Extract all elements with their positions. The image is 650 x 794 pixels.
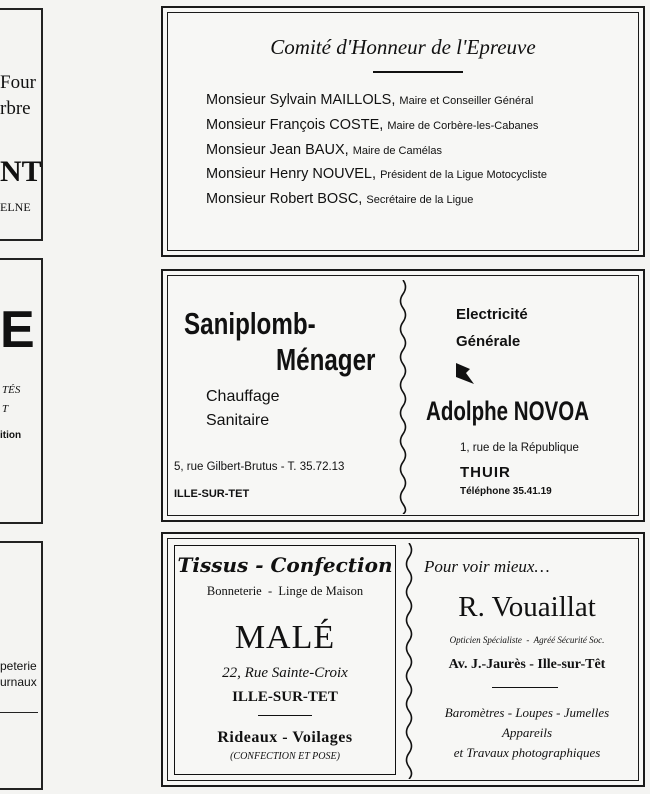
left-ad-3-text-b: urnaux (0, 675, 37, 689)
saniplomb-service-1: Chauffage (206, 388, 280, 405)
left-ad-2-text-d: ition (0, 430, 22, 441)
vouaillat-products-3: et Travaux photographiques (453, 745, 601, 760)
member-name: Monsieur Sylvain MAILLOLS, (206, 92, 396, 108)
novoa-address: 1, rue de la République (460, 442, 579, 454)
vouaillat-products-1: Baromètres - Loupes - Jumelles (444, 705, 610, 720)
member-role: Maire de Corbère-les-Cabanes (387, 120, 539, 132)
novoa-city: THUIR (460, 464, 511, 481)
left-ad-2-text-c: T (2, 403, 9, 415)
left-ad-1-text-d: ELNE (0, 200, 31, 214)
member-role: Maire et Conseiller Général (399, 95, 534, 107)
member-name: Monsieur Robert BOSC, (206, 191, 363, 207)
ad-box-middle-inner (167, 275, 639, 516)
member-role: Secrétaire de la Ligue (366, 194, 474, 206)
committee-title: Comité d'Honneur de l'Epreuve (270, 35, 536, 59)
male-product: Rideaux - Voilages (217, 729, 353, 746)
left-ad-1-text-a: Four (0, 72, 36, 93)
member-name: Monsieur Jean BAUX, (206, 142, 349, 158)
ad-box-bottom-inner (167, 538, 639, 781)
committee-member (206, 142, 442, 158)
committee-title-rule (373, 71, 463, 73)
member-name: Monsieur Henry NOUVEL, (206, 166, 377, 182)
vouaillat-name: R. Vouaillat (458, 591, 596, 623)
saniplomb-service-2: Sanitaire (206, 412, 270, 429)
left-ad-1-text-c: NT (0, 155, 42, 188)
committee-member (206, 166, 547, 182)
saniplomb-name-1: Saniplomb- (184, 306, 316, 341)
male-address: 22, Rue Sainte-Croix (222, 665, 348, 681)
member-name: Monsieur François COSTE, (206, 117, 384, 133)
male-heading: Tissus - Confection (177, 553, 393, 577)
left-ad-3-text-a: peterie (0, 659, 37, 673)
wavy-divider (402, 543, 416, 779)
committee-member (206, 117, 538, 133)
vouaillat-products-2: Appareils (501, 725, 553, 740)
left-ad-1-text-b: rbre (0, 98, 31, 119)
vouaillat-title: Opticien Spécialiste - Agréé Sécurité Soc. (449, 635, 605, 645)
male-rule (258, 715, 312, 716)
novoa-line-1: Electricité (456, 306, 528, 323)
left-ad-2-text-b: TÉS (2, 384, 21, 396)
male-subheading: Bonneterie - Linge de Maison (206, 584, 364, 598)
left-ad-3-rule (0, 712, 38, 713)
lightning-logo (456, 363, 476, 385)
saniplomb-name-2: Ménager (276, 342, 376, 377)
committee-inner-border (167, 12, 639, 251)
saniplomb-city: ILLE-SUR-TET (174, 488, 250, 500)
committee-member (206, 92, 533, 108)
vouaillat-rule (492, 687, 558, 688)
male-product-note: (CONFECTION ET POSE) (230, 751, 340, 762)
committee-box (161, 6, 645, 257)
left-ad-2-text-a: E (0, 301, 35, 359)
novoa-line-2: Générale (456, 333, 521, 350)
member-role: Président de la Ligue Motocycliste (380, 169, 547, 181)
novoa-phone: Téléphone 35.41.19 (460, 486, 552, 497)
saniplomb-address: 5, rue Gilbert-Brutus - T. 35.72.13 (174, 461, 345, 473)
committee-member (206, 191, 473, 207)
wavy-divider (396, 280, 410, 514)
ad-box-bottom (161, 532, 645, 787)
male-city: ILLE-SUR-TET (232, 689, 338, 705)
male-name: MALÉ (234, 619, 336, 656)
member-role: Maire de Camélas (352, 145, 442, 157)
vouaillat-address: Av. J.-Jaurès - Ille-sur-Têt (448, 657, 606, 672)
vouaillat-tagline: Pour voir mieux… (424, 557, 550, 576)
ad-box-middle (161, 269, 645, 522)
novoa-name: Adolphe NOVOA (426, 396, 590, 426)
